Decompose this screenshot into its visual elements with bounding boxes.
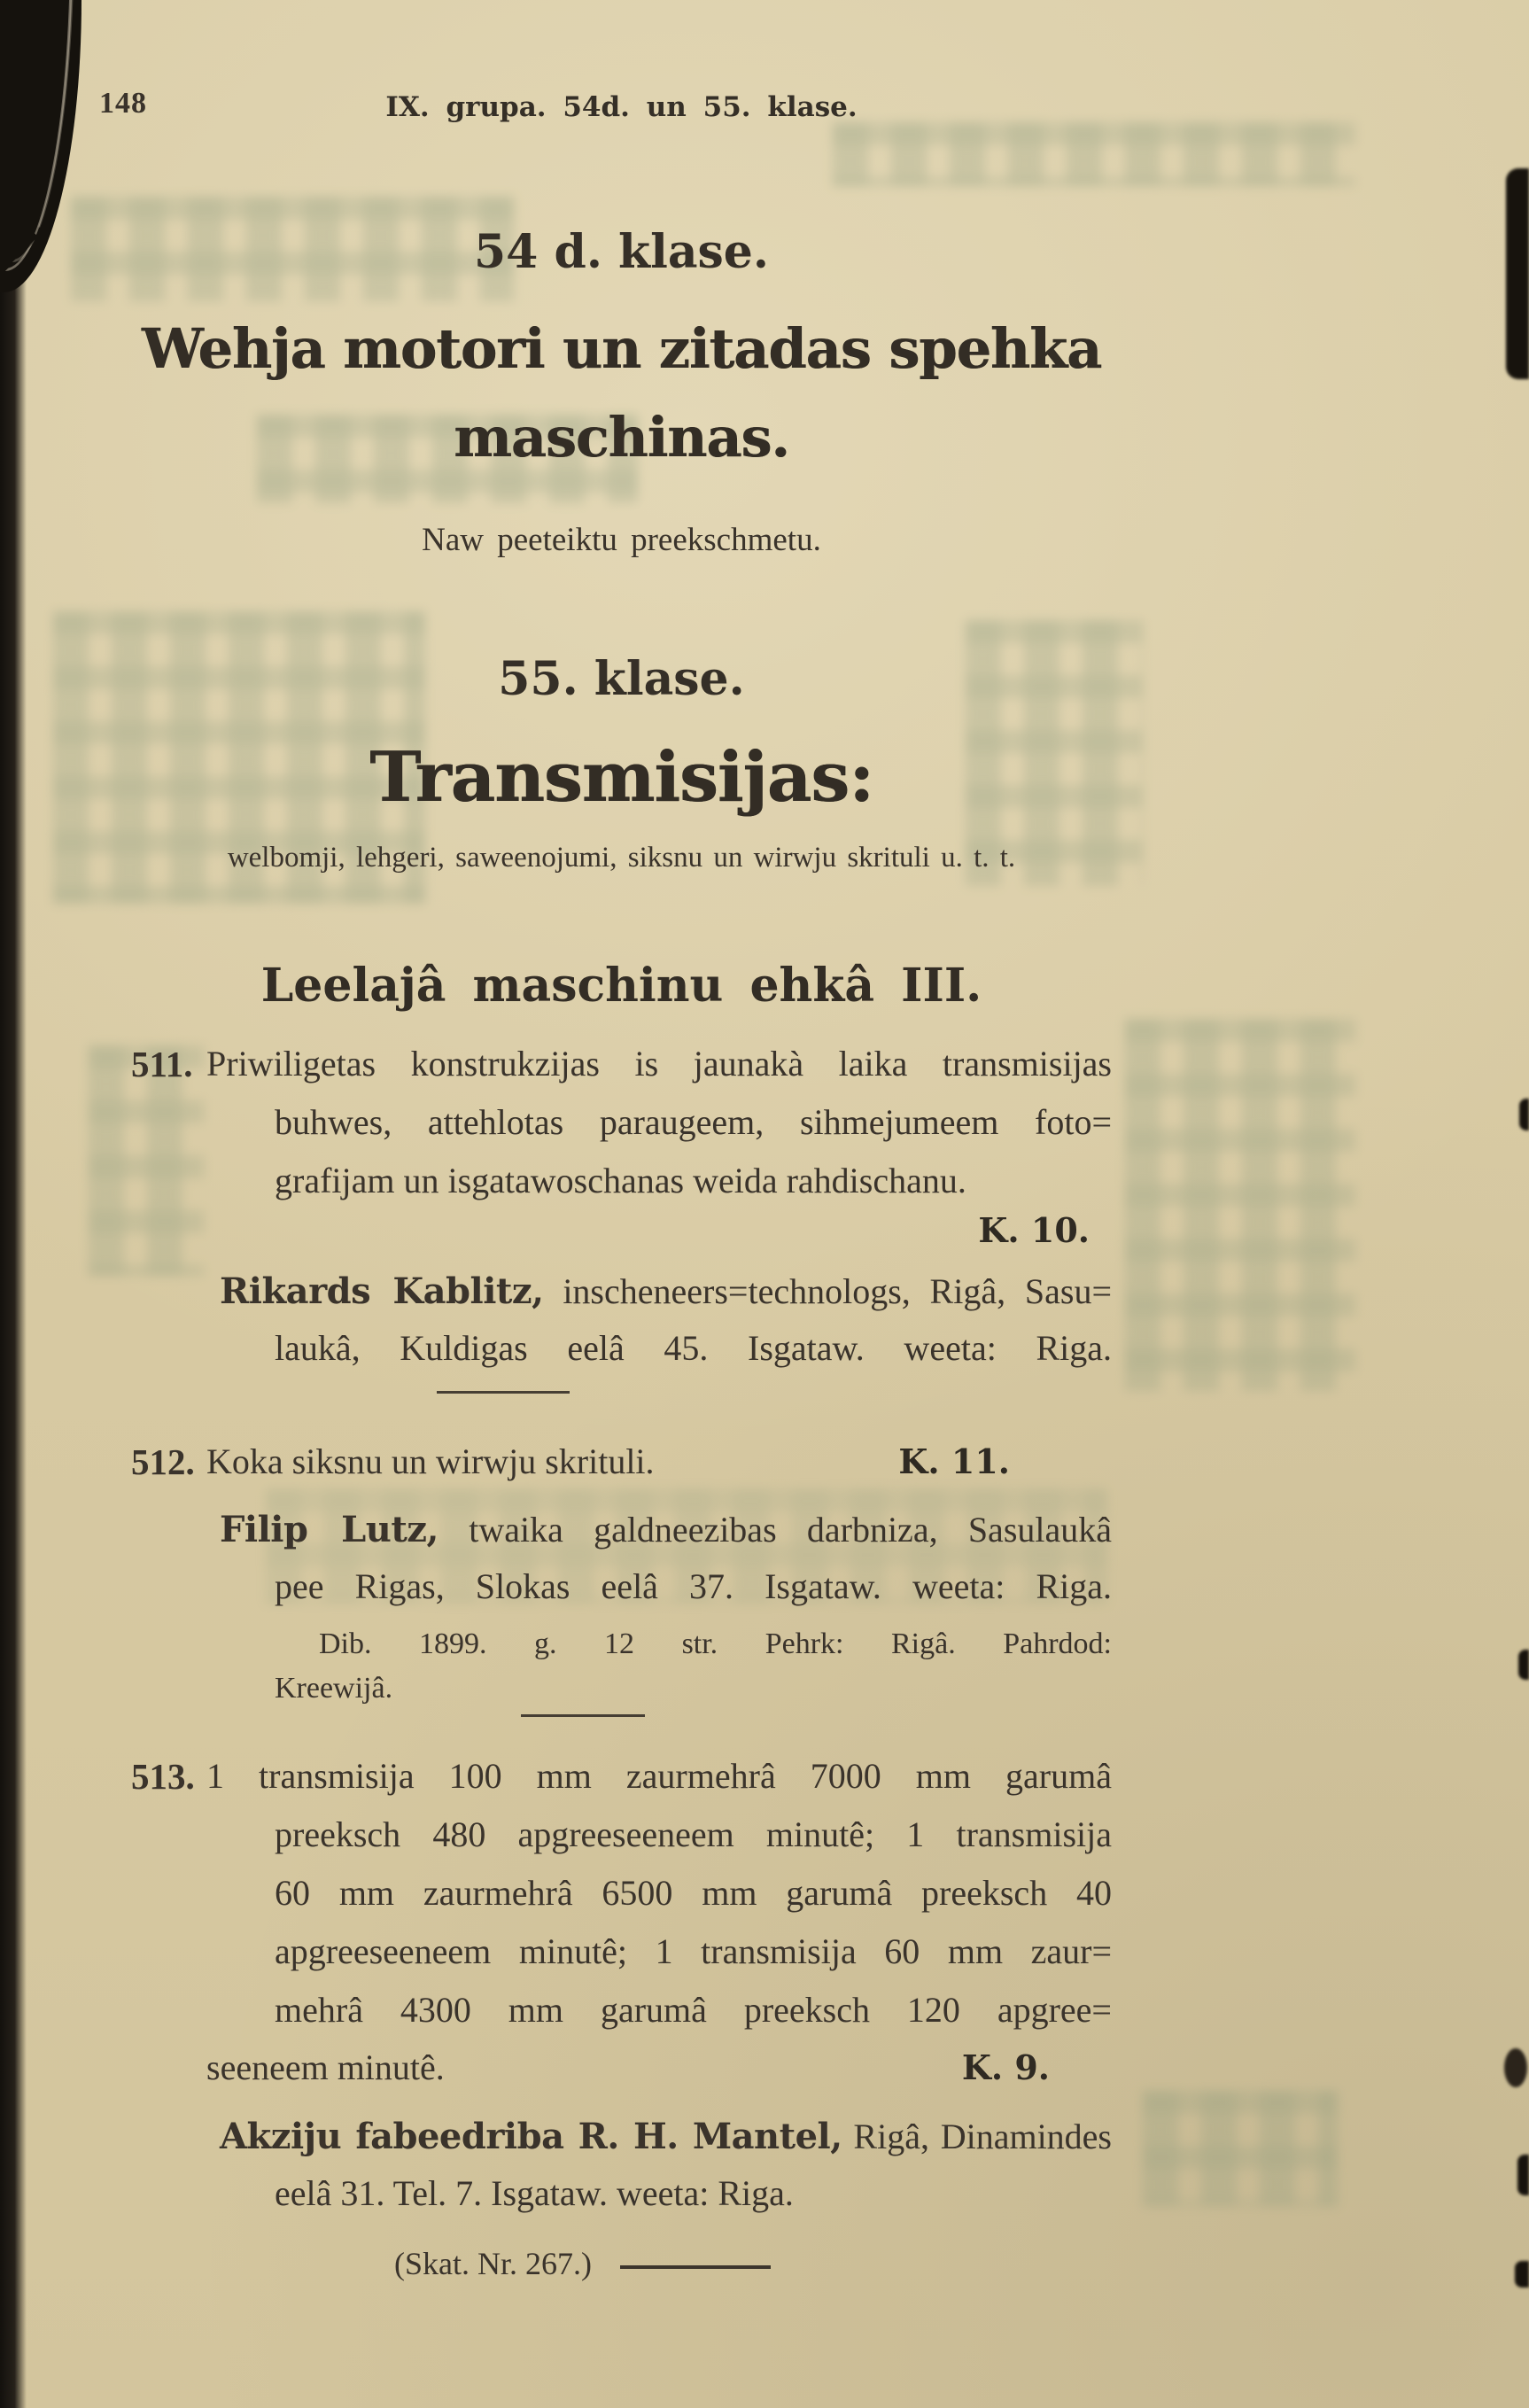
catalog-entry-511 — [131, 1035, 1112, 1394]
page-edge-mark — [1504, 2048, 1527, 2087]
class-54d-title-line: maschinas. — [454, 405, 789, 470]
class-54d-heading: 54 d. klase. — [474, 225, 769, 279]
entry-description-line: preeksch 480 apgreeseeneem minutê; 1 transmisija — [275, 1814, 1112, 1854]
exhibitor-details — [131, 1622, 1112, 1711]
exhibitor-name: Rikards Kablitz, — [220, 1270, 544, 1312]
class-54d-title — [131, 305, 1112, 482]
exhibitor-line — [220, 2109, 1112, 2165]
class-54d-title-line: Wehja motori un zitadas spehka — [141, 316, 1102, 381]
exhibitor-line — [220, 1502, 1112, 1558]
entry-description — [131, 1434, 1112, 1489]
exhibitor-details-line: Kreewijâ. — [275, 1672, 393, 1705]
exhibitor-address: twaika galdneezibas darbniza, Sasulaukâ — [469, 1510, 1113, 1550]
section-divider — [437, 1391, 570, 1394]
page-edge-mark — [1515, 2261, 1529, 2288]
hall-heading: Leelajâ maschinu ehkâ III. — [260, 959, 982, 1013]
exhibitor-block — [220, 1502, 1112, 1615]
class-55-title: Transmisijas: — [369, 737, 873, 818]
page-corner-shadow — [0, 0, 81, 292]
exhibitor-line: eelâ 31. Tel. 7. Isgataw. weeta: Riga. — [275, 2173, 794, 2213]
catalog-entry-512 — [131, 1434, 1112, 1717]
bleed-through-text — [1143, 2091, 1338, 2206]
page-curl-line — [12, 0, 74, 262]
page-edge-mark — [1517, 2155, 1529, 2195]
catalog-ref: K. 9. — [961, 2047, 1050, 2087]
exhibitor-details-line: Dib. 1899. g. 12 str. Pehrk: Rigâ. Pahrdod: — [319, 1627, 1112, 1660]
entry-number: 512. — [131, 1441, 195, 1482]
entry-description-line: 60 mm zaurmehrâ 6500 mm garumâ preeksch 40 — [275, 1873, 1112, 1913]
bleed-through-text — [1125, 1019, 1355, 1391]
catalog-ref: K. 10. — [978, 1210, 1090, 1250]
class-55-note: welbomji, lehgeri, saweenojumi, siksnu un wirwju skrituli u. t. t. — [227, 842, 1016, 874]
text-column — [131, 0, 1112, 2284]
exhibitor-block — [220, 2109, 1112, 2222]
page-edge-mark — [1518, 1650, 1529, 1680]
entry-description-line: buhwes, attehlotas paraugeem, sihmejumeem foto= — [275, 1102, 1112, 1142]
cross-reference-note: (Skat. Nr. 267.) — [394, 2243, 1112, 2284]
catalog-entry-513 — [131, 1747, 1112, 2284]
entry-description-line: 1 transmisija 100 mm zaurmehrâ 7000 mm garumâ — [206, 1756, 1112, 1796]
page-number: 148 — [99, 87, 147, 120]
exhibitor-line: laukâ, Kuldigas eelâ 45. Isgataw. weeta: Riga. — [275, 1328, 1112, 1368]
entry-description-line: seeneem minutê. K. 9. — [206, 2047, 1050, 2087]
exhibitor-block — [220, 1263, 1112, 1377]
entry-number: 513. — [131, 1756, 195, 1797]
entry-description-line: mehrâ 4300 mm garumâ preeksch 120 apgree= — [275, 1990, 1112, 2030]
catalog-ref: K. 11. — [898, 1441, 1010, 1481]
page-edge-mark — [1506, 168, 1529, 379]
entry-description — [206, 1747, 1112, 2096]
entry-description-line: Priwiligetas konstrukzijas is jaunakà laika transmisijas — [206, 1044, 1112, 1084]
running-header: IX. grupa. 54d. un 55. klase. — [385, 91, 858, 123]
exhibitor-line — [220, 1263, 1112, 1320]
entry-description-line: Koka siksnu un wirwju skrituli. — [206, 1441, 655, 1481]
section-divider — [521, 1714, 645, 1717]
exhibitor-name: Filip Lutz, — [220, 1509, 439, 1550]
exhibitor-address: Rigâ, Dinamindes — [853, 2117, 1113, 2156]
exhibitor-line: pee Rigas, Slokas eelâ 37. Isgataw. weeta: Riga. — [275, 1566, 1112, 1606]
section-divider — [620, 2265, 771, 2269]
exhibitor-name: Akziju fabeedriba R. H. Mantel, — [220, 2116, 842, 2157]
binding-edge — [0, 0, 27, 2408]
entry-description — [206, 1035, 1112, 1210]
page-edge-mark — [1519, 1099, 1529, 1130]
entry-number: 511. — [131, 1044, 193, 1084]
entry-description-line: grafijam un isgatawoschanas weida rahdischanu. — [275, 1161, 966, 1200]
class-54d-note: Naw peeteiktu preekschmetu. — [422, 522, 821, 558]
exhibitor-address: inscheneers=technologs, Rigâ, Sasu= — [563, 1271, 1113, 1311]
entry-description-line: apgreeseeneem minutê; 1 transmisija 60 mm zaur= — [275, 1931, 1112, 1971]
class-55-heading: 55. klase. — [498, 652, 745, 706]
